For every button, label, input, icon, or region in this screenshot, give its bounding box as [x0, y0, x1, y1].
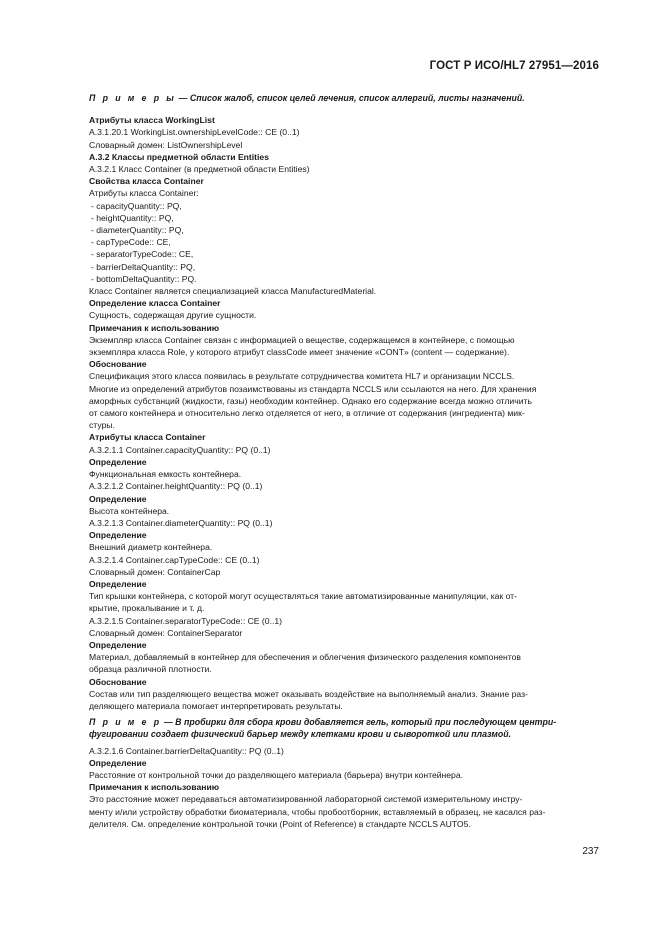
list-item: - separatorTypeCode:: CE,: [91, 249, 194, 260]
text-line: деляющего материала помогает интерпретировать результаты.: [89, 700, 343, 711]
attribute-line: A.3.2.1.6 Container.barrierDeltaQuantity:: PQ (0..1): [89, 745, 284, 756]
text-line: Тип крышки контейнера, с которой могут осуществляться такие автоматизированные манипуляции, как от-: [89, 591, 517, 602]
attribute-line: A.3.1.20.1 WorkingList.ownershipLevelCode:: CE (0..1): [89, 127, 300, 138]
example-label: П р и м е р: [89, 717, 162, 728]
section-heading: Обоснование: [89, 359, 147, 370]
list-item: - capTypeCode:: CE,: [91, 237, 171, 248]
section-heading: Свойства класса Container: [89, 176, 204, 187]
example-note: [89, 716, 600, 728]
list-item: - capacityQuantity:: PQ,: [91, 200, 182, 211]
text-line: Состав или тип разделяющего вещества может оказывать воздействие на выполняемый анализ. Знание раз-: [89, 688, 528, 699]
text-line: Словарный домен: ContainerSeparator: [89, 627, 243, 638]
text-line: Функциональная емкость контейнера.: [89, 469, 242, 480]
text-line: Экземпляр класса Container связан с информацией о веществе, содержащемся в контейнере, с помощью: [89, 334, 515, 345]
text-line: A.3.2.1 Класс Container (в предметной области Entities): [89, 164, 310, 175]
section-heading: Примечания к использованию: [89, 322, 220, 333]
attribute-line: A.3.2.1.5 Container.separatorTypeCode:: CE (0..1): [89, 615, 282, 626]
text-line: Расстояние от контрольной точки до разделяющего материала (барьера) внутри контейнера.: [89, 769, 464, 780]
text-line: крытие, прокалывание и т. д.: [89, 603, 205, 614]
section-heading: Определение: [89, 757, 147, 768]
section-heading: Атрибуты класса Container: [89, 432, 206, 443]
text-line: Словарный домен: ListOwnershipLevel: [89, 139, 243, 150]
text-line: Материал, добавляемый в контейнер для обеспечения и облегчения физического разделения компонентов: [89, 652, 521, 663]
text-line: Это расстояние может передаваться автоматизированной лабораторной системой измерительному инстру-: [89, 794, 523, 805]
example-note: [89, 92, 600, 104]
text-line: Атрибуты класса Container:: [89, 188, 199, 199]
text-line: Многие из определений атрибутов позаимствованы из стандарта NCCLS или ссылаются на него. Для хранения: [89, 383, 537, 394]
text-line: менту и/или устройству обработки биоматериала, чтобы пробоотборник, вставляемый в образец, не касался раз-: [89, 806, 546, 817]
document-body: [89, 92, 600, 830]
section-heading: Определение класса Container: [89, 298, 221, 309]
attribute-line: A.3.2.1.2 Container.heightQuantity:: PQ (0..1): [89, 481, 263, 492]
list-item: - bottomDeltaQuantity:: PQ.: [91, 273, 197, 284]
example-text: — Список жалоб, список целей лечения, список аллергий, листы назначений.: [176, 93, 525, 103]
document-header: ГОСТ Р ИСО/HL7 27951—2016: [429, 60, 599, 72]
attribute-line: A.3.2.1.1 Container.capacityQuantity:: PQ (0..1): [89, 444, 271, 455]
text-line: от самого контейнера и относительно легко отделяется от него, в отличие от содержания (ингредиента) мик-: [89, 408, 525, 419]
attribute-line: A.3.2.1.4 Container.capTypeCode:: CE (0..1): [89, 554, 260, 565]
section-heading: Обоснование: [89, 676, 147, 687]
section-heading: Атрибуты класса WorkingList: [89, 115, 215, 126]
text-line: Спецификация этого класса появилась в результате сотрудничества комитета HL7 и организации NCCLS.: [89, 371, 515, 382]
section-heading: A.3.2 Классы предметной области Entities: [89, 151, 269, 162]
text-line: делителя. См. определение контрольной точки (Point of Reference) в стандарте NCCLS AUTO5.: [89, 818, 471, 829]
section-heading: Определение: [89, 493, 147, 504]
text-line: Класс Container является специализацией класса ManufacturedMaterial.: [89, 286, 377, 297]
example-text-continued: фугировании создает физический барьер между клетками крови и сывороткой или плазмой.: [89, 729, 512, 740]
example-label: П р и м е р ы: [89, 93, 177, 103]
text-line: Внешний диаметр контейнера.: [89, 542, 213, 553]
list-item: - heightQuantity:: PQ,: [91, 212, 174, 223]
example-text: — В пробирки для сбора крови добавляется гель, который при последующем центри-: [161, 717, 557, 728]
text-line: Высота контейнера.: [89, 505, 170, 516]
text-line: стуры.: [89, 420, 115, 431]
text-line: экземпляра класса Role, у которого атрибут classCode имеет значение «CONT» (content — содержание).: [89, 347, 510, 358]
text-line: аморфных субстанций (жидкости, газы) необходим контейнер. Однако его содержание всегда можно отличить: [89, 395, 532, 406]
section-heading: Примечания к использованию: [89, 782, 220, 793]
list-item: - barrierDeltaQuantity:: PQ,: [91, 261, 196, 272]
page-number: 237: [582, 846, 599, 857]
section-heading: Определение: [89, 639, 147, 650]
attribute-line: A.3.2.1.3 Container.diameterQuantity:: PQ (0..1): [89, 517, 273, 528]
section-heading: Определение: [89, 530, 147, 541]
text-line: Словарный домен: ContainerCap: [89, 566, 221, 577]
section-heading: Определение: [89, 578, 147, 589]
list-item: - diameterQuantity:: PQ,: [91, 225, 184, 236]
section-heading: Определение: [89, 456, 147, 467]
text-line: Сущность, содержащая другие сущности.: [89, 310, 257, 321]
text-line: образца различной плотности.: [89, 664, 212, 675]
